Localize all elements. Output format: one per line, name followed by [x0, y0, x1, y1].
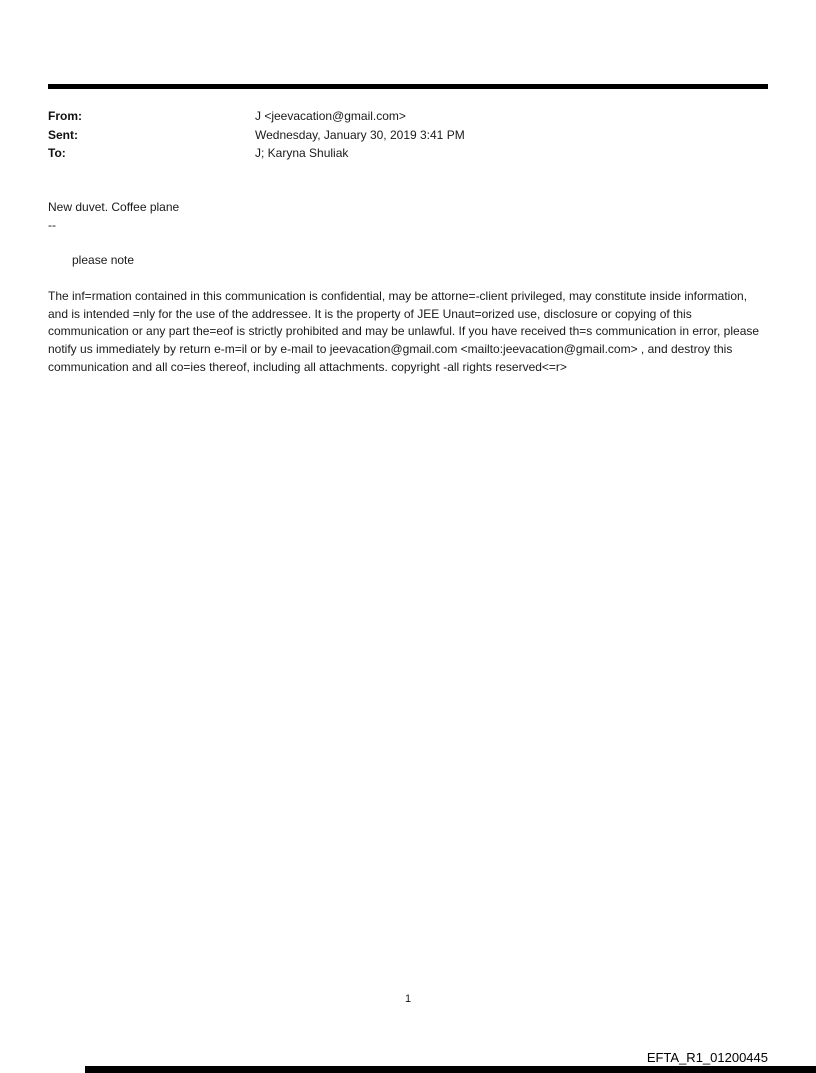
header-divider-rule	[48, 84, 768, 89]
sent-value: Wednesday, January 30, 2019 3:41 PM	[255, 127, 465, 142]
header-row-from	[48, 107, 768, 126]
signature-separator: --	[48, 218, 56, 232]
confidentiality-disclaimer: The inf=rmation contained in this communication is confidential, may be attorne=-client privileged, may constitute inside information, and is intended =nly for the use of the addressee. It is the property of JEE Unaut=orized use, disclosure or copying of this communication or any part the=eof is strictly prohibited and may be unlawful. If you have received th=s communication in error, please notify us immediately by return e-m=il or by e-mail to jeevacation@gmail.com <mailto:jeevacation@gmail.com> , and destroy this communication and all co=ies thereof, including all attachments. copyright -all rights reserved<=r>	[48, 289, 760, 374]
bates-number: EFTA_R1_01200445	[646, 1050, 768, 1065]
sent-label: Sent:	[48, 127, 78, 142]
page-number: 1	[404, 993, 412, 1005]
header-row-sent	[48, 126, 768, 145]
header-row-to	[48, 144, 768, 163]
please-note-text: please note	[72, 253, 135, 267]
from-value: J <jeevacation@gmail.com>	[255, 109, 406, 123]
to-label: To:	[48, 146, 66, 160]
to-value: J; Karyna Shuliak	[255, 146, 349, 160]
email-body-subject-text: New duvet. Coffee plane	[48, 200, 180, 214]
email-header-block	[48, 107, 768, 163]
footer-bar	[85, 1066, 816, 1073]
from-label: From:	[48, 109, 82, 123]
